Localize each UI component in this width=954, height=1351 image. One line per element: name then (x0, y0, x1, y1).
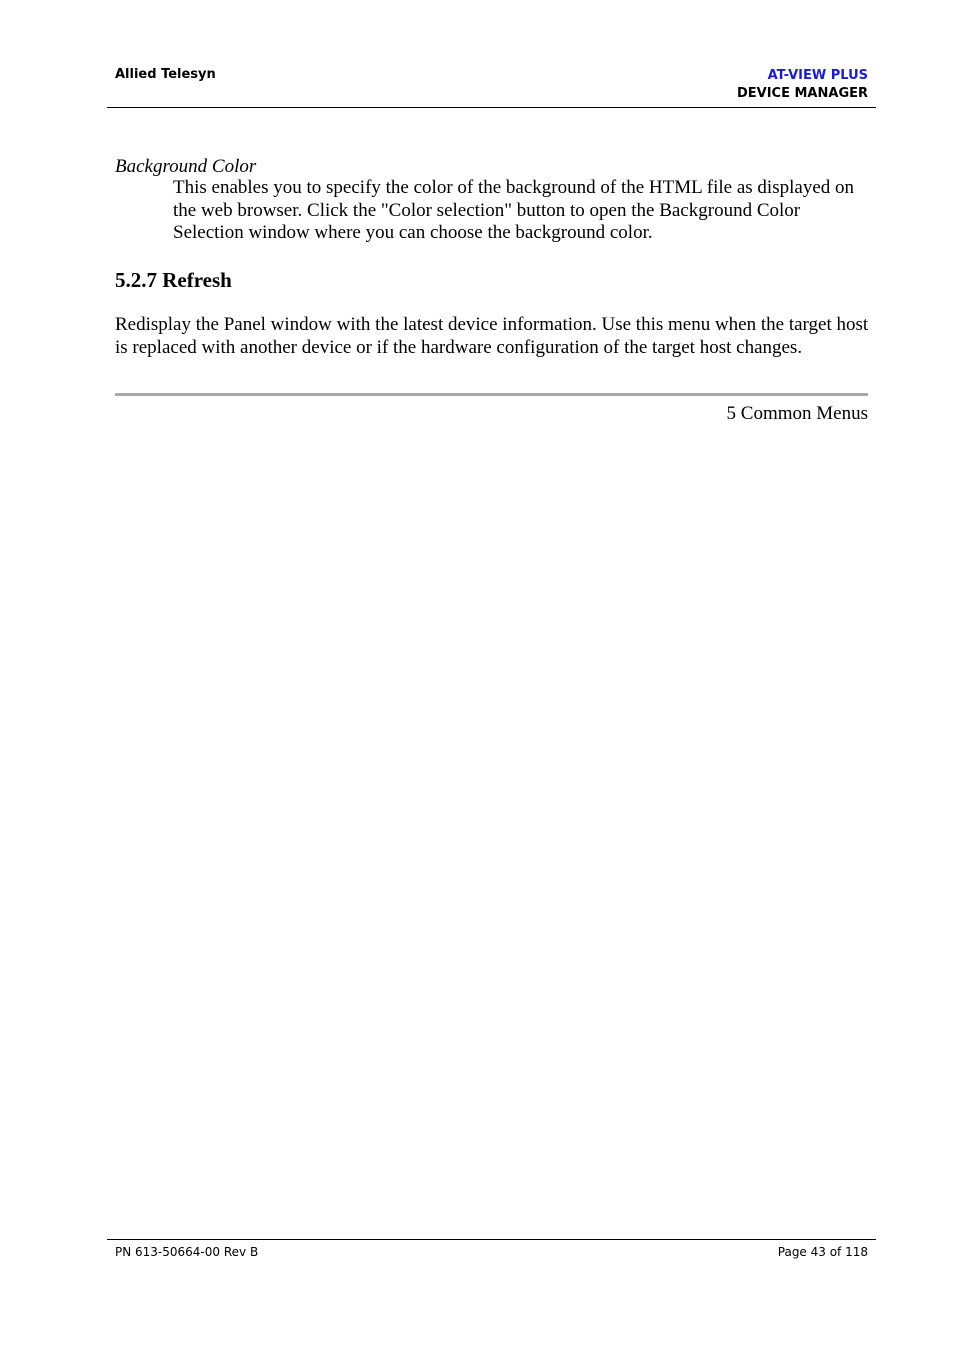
header-right (737, 67, 868, 103)
chapter-label: 5 Common Menus (726, 403, 868, 424)
section-heading: 5.2.7 Refresh (115, 268, 232, 292)
section-name: DEVICE MANAGER (736, 86, 868, 101)
term-description: This enables you to specify the color of the background of the HTML file as displayed on the web browser. Click the "Color selection" button to open the Background Color Selection window where you can choose the background color. (173, 177, 855, 243)
company-name: Allied Telesyn (115, 67, 216, 82)
page-number: Page 43 of 118 (777, 1245, 868, 1259)
header-rule (107, 107, 876, 108)
section-separator (115, 393, 868, 396)
body-paragraph: Redisplay the Panel window with the latest device information. Use this menu when the target host is replaced with another device or if the hardware configuration of the target host changes. (115, 314, 869, 358)
product-name: AT-VIEW PLUS (767, 68, 868, 83)
part-number: PN 613-50664-00 Rev B (115, 1245, 259, 1259)
footer-rule (107, 1239, 876, 1240)
term-title: Background Color (115, 156, 257, 177)
